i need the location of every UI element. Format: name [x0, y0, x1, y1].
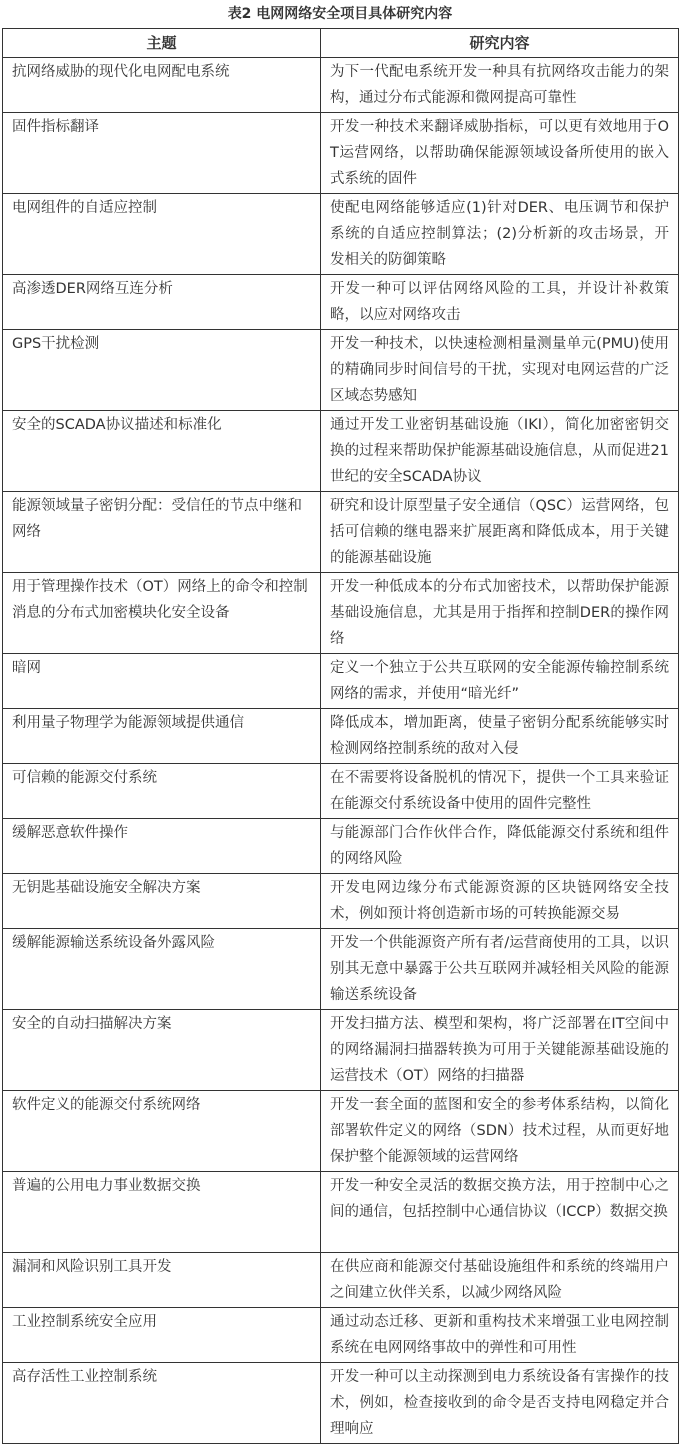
table-row	[3, 113, 679, 194]
table-row	[3, 1172, 679, 1253]
row-topic: 电网组件的自适应控制	[3, 194, 321, 275]
row-content: 开发一种安全灵活的数据交换方法，用于控制中心之间的通信，包括控制中心通信协议（ICCP）数据交换	[321, 1172, 679, 1253]
row-topic: 利用量子物理学为能源领域提供通信	[3, 709, 321, 764]
table-row	[3, 330, 679, 411]
row-content: 通过开发工业密钥基础设施（IKI），简化加密密钥交换的过程来帮助保护能源基础设施信息，从而促进21世纪的安全SCADA协议	[321, 411, 679, 492]
row-topic: 可信赖的能源交付系统	[3, 764, 321, 819]
table-row	[3, 1308, 679, 1363]
table-row	[3, 58, 679, 113]
row-content: 通过动态迁移、更新和重构技术来增强工业电网控制系统在电网网络事故中的弹性和可用性	[321, 1308, 679, 1363]
row-topic: 抗网络威胁的现代化电网配电系统	[3, 58, 321, 113]
row-content: 开发一个供能源资产所有者/运营商使用的工具，以识别其无意中暴露于公共互联网并减轻相关风险的能源输送系统设备	[321, 929, 679, 1010]
table-row	[3, 275, 679, 330]
row-content: 开发扫描方法、模型和架构，将广泛部署在IT空间中的网络漏洞扫描器转换为可用于关键能源基础设施的运营技术（OT）网络的扫描器	[321, 1010, 679, 1091]
research-table	[2, 28, 679, 1444]
row-topic: 安全的SCADA协议描述和标准化	[3, 411, 321, 492]
row-content: 定义一个独立于公共互联网的安全能源传输控制系统网络的需求，并使用“暗光纤”	[321, 654, 679, 709]
row-topic: 软件定义的能源交付系统网络	[3, 1091, 321, 1172]
table-row	[3, 929, 679, 1010]
table-row	[3, 492, 679, 573]
row-content: 为下一代配电系统开发一种具有抗网络攻击能力的架构，通过分布式能源和微网提高可靠性	[321, 58, 679, 113]
table-row	[3, 1363, 679, 1444]
header-content: 研究内容	[321, 29, 679, 58]
row-content: 开发电网边缘分布式能源资源的区块链网络安全技术，例如预计将创造新市场的可转换能源交易	[321, 874, 679, 929]
table-row	[3, 654, 679, 709]
row-topic: 漏洞和风险识别工具开发	[3, 1253, 321, 1308]
table-row	[3, 874, 679, 929]
row-topic: 高渗透DER网络互连分析	[3, 275, 321, 330]
row-topic: 工业控制系统安全应用	[3, 1308, 321, 1363]
row-topic: 无钥匙基础设施安全解决方案	[3, 874, 321, 929]
table-row	[3, 194, 679, 275]
header-topic: 主题	[3, 29, 321, 58]
table-header-row	[3, 29, 679, 58]
row-topic: 高存活性工业控制系统	[3, 1363, 321, 1444]
row-content: 开发一种可以评估网络风险的工具，并设计补救策略，以应对网络攻击	[321, 275, 679, 330]
table-row	[3, 709, 679, 764]
row-topic: 固件指标翻译	[3, 113, 321, 194]
row-content: 降低成本，增加距离，使量子密钥分配系统能够实时检测网络控制系统的敌对入侵	[321, 709, 679, 764]
table-row	[3, 764, 679, 819]
row-content: 与能源部门合作伙伴合作，降低能源交付系统和组件的网络风险	[321, 819, 679, 874]
table-row	[3, 819, 679, 874]
row-content: 开发一套全面的蓝图和安全的参考体系结构，以简化部署软件定义的网络（SDN）技术过程，从而更好地保护整个能源领域的运营网络	[321, 1091, 679, 1172]
row-content: 在不需要将设备脱机的情况下，提供一个工具来验证在能源交付系统设备中使用的固件完整性	[321, 764, 679, 819]
row-topic: 安全的自动扫描解决方案	[3, 1010, 321, 1091]
row-topic: 普遍的公用电力事业数据交换	[3, 1172, 321, 1253]
table-row	[3, 1010, 679, 1091]
row-content: 研究和设计原型量子安全通信（QSC）运营网络，包括可信赖的继电器来扩展距离和降低成本，用于关键的能源基础设施	[321, 492, 679, 573]
row-topic: 缓解恶意软件操作	[3, 819, 321, 874]
row-content: 使配电网络能够适应(1)针对DER、电压调节和保护系统的自适应控制算法；(2)分析新的攻击场景，开发相关的防御策略	[321, 194, 679, 275]
row-content: 开发一种技术，以快速检测相量测量单元(PMU)使用的精确同步时间信号的干扰，实现对电网运营的广泛区域态势感知	[321, 330, 679, 411]
row-topic: 用于管理操作技术（OT）网络上的命令和控制消息的分布式加密模块化安全设备	[3, 573, 321, 654]
row-content: 开发一种技术来翻译威胁指标，可以更有效地用于OT运营网络，以帮助确保能源领域设备所使用的嵌入式系统的固件	[321, 113, 679, 194]
row-topic: 能源领域量子密钥分配：受信任的节点中继和网络	[3, 492, 321, 573]
table-row	[3, 1253, 679, 1308]
table-row	[3, 573, 679, 654]
table-row	[3, 1091, 679, 1172]
row-topic: 缓解能源输送系统设备外露风险	[3, 929, 321, 1010]
row-topic: 暗网	[3, 654, 321, 709]
row-content: 开发一种可以主动探测到电力系统设备有害操作的技术，例如，检查接收到的命令是否支持电网稳定并合理响应	[321, 1363, 679, 1444]
table-caption: 表2 电网网络安全项目具体研究内容	[227, 6, 453, 22]
row-content: 开发一种低成本的分布式加密技术，以帮助保护能源基础设施信息，尤其是用于指挥和控制DER的操作网络	[321, 573, 679, 654]
table-row	[3, 411, 679, 492]
row-topic: GPS干扰检测	[3, 330, 321, 411]
row-content: 在供应商和能源交付基础设施组件和系统的终端用户之间建立伙伴关系，以减少网络风险	[321, 1253, 679, 1308]
